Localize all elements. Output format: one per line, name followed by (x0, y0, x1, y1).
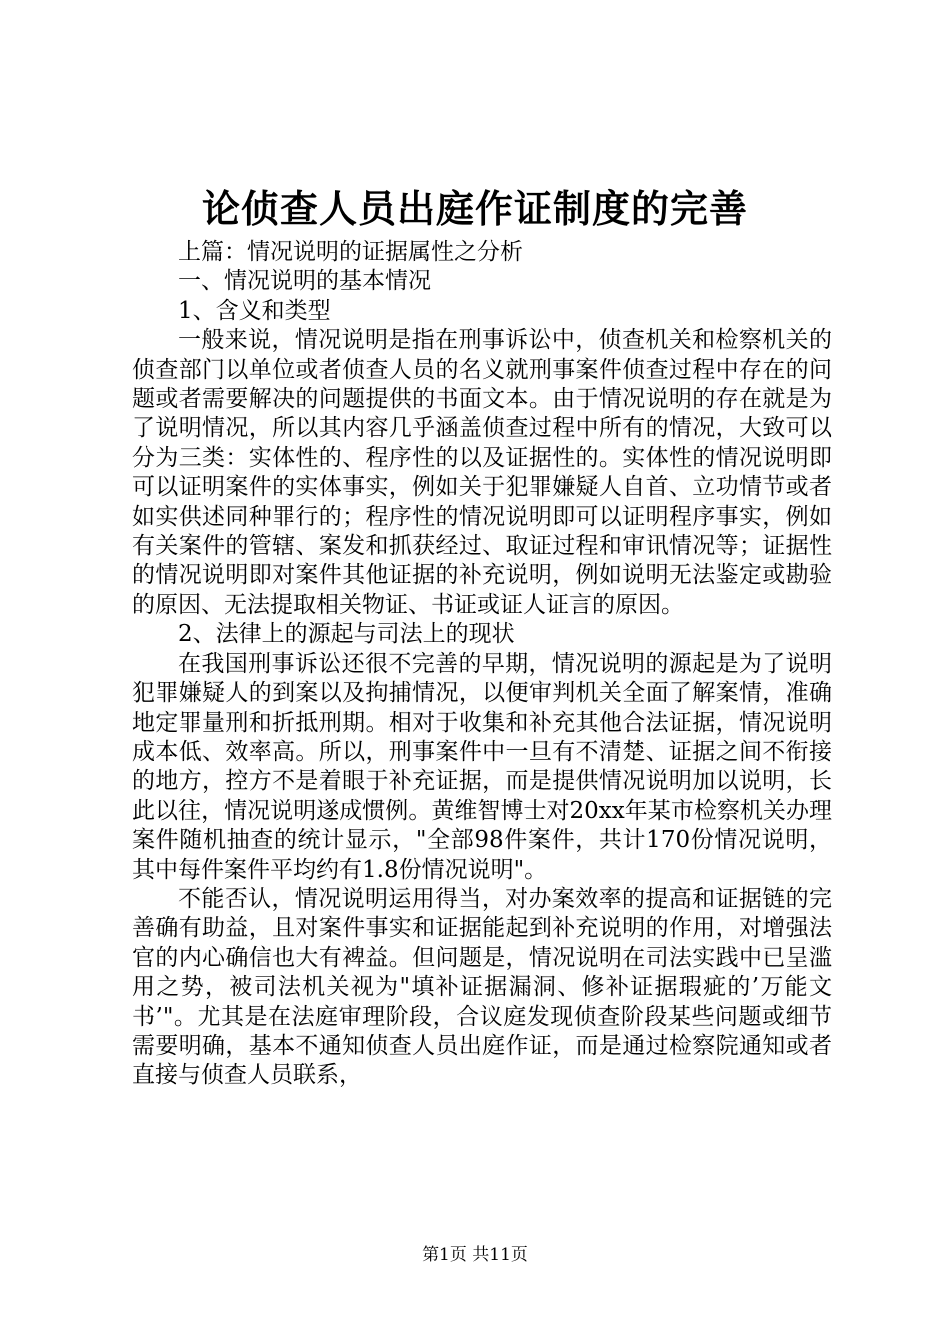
paragraph-subsection-heading-2: 2、法律上的源起与司法上的现状 (178, 621, 515, 648)
paragraph-subsection-heading-1: 1、含义和类型 (178, 297, 331, 324)
paragraph-body-2: 在我国刑事诉讼还很不完善的早期，情况说明的源起是为了说明犯罪嫌疑人的到案以及拘捕情况，以便审判机关全面了解案情，准确地定罪量刑和折抵刑期。相对于收集和补充其他合法证据，情况说明成本低、效率高。所以，刑事案件中一旦有不清楚、证据之间不衔接的地方，控方不是着眼于补充证据，而是提供情况说明加以说明，长此以往，情况说明遂成惯例。黄维智博士对20xx年某市检察机关办理案件随机抽查的统计显示，"全部98件案件，共计170份情况说明，其中每件案件平均约有1.8份情况说明"。 (132, 650, 832, 883)
page-footer: 第1页 共11页 (422, 1245, 528, 1265)
paragraph-section-heading: 一、情况说明的基本情况 (178, 268, 431, 295)
paragraph-body-1: 一般来说，情况说明是指在刑事诉讼中，侦查机关和检察机关的侦查部门以单位或者侦查人员的名义就刑事案件侦查过程中存在的问题或者需要解决的问题提供的书面文本。由于情况说明的存在就是为了说明情况，所以其内容几乎涵盖侦查过程中所有的情况，大致可以分为三类：实体性的、程序性的以及证据性的。实体性的情况说明即可以证明案件的实体事实，例如关于犯罪嫌疑人自首、立功情节或者如实供述同种罪行的；程序性的情况说明即可以证明程序事实，例如有关案件的管辖、案发和抓获经过、取证过程和审讯情况等；证据性的情况说明即对案件其他证据的补充说明，例如说明无法鉴定或勘验的原因、无法提取相关物证、书证或证人证言的原因。 (132, 327, 832, 618)
paragraph-part-heading: 上篇：情况说明的证据属性之分析 (178, 239, 523, 265)
paragraph-body-3: 不能否认，情况说明运用得当，对办案效率的提高和证据链的完善确有助益，且对案件事实和证据能起到补充说明的作用，对增强法官的内心确信也大有裨益。但问题是，情况说明在司法实践中已呈滥用之势，被司法机关视为"填补证据漏洞、修补证据瑕疵的’万能文书’"。尤其是在法庭审理阶段，合议庭发现侦查阶段某些问题或细节需要明确，基本不通知侦查人员出庭作证，而是通过检察院通知或者直接与侦查人员联系， (132, 885, 832, 1089)
document-title: 论侦查人员出庭作证制度的完善 (201, 186, 748, 231)
document-body (132, 238, 832, 1091)
